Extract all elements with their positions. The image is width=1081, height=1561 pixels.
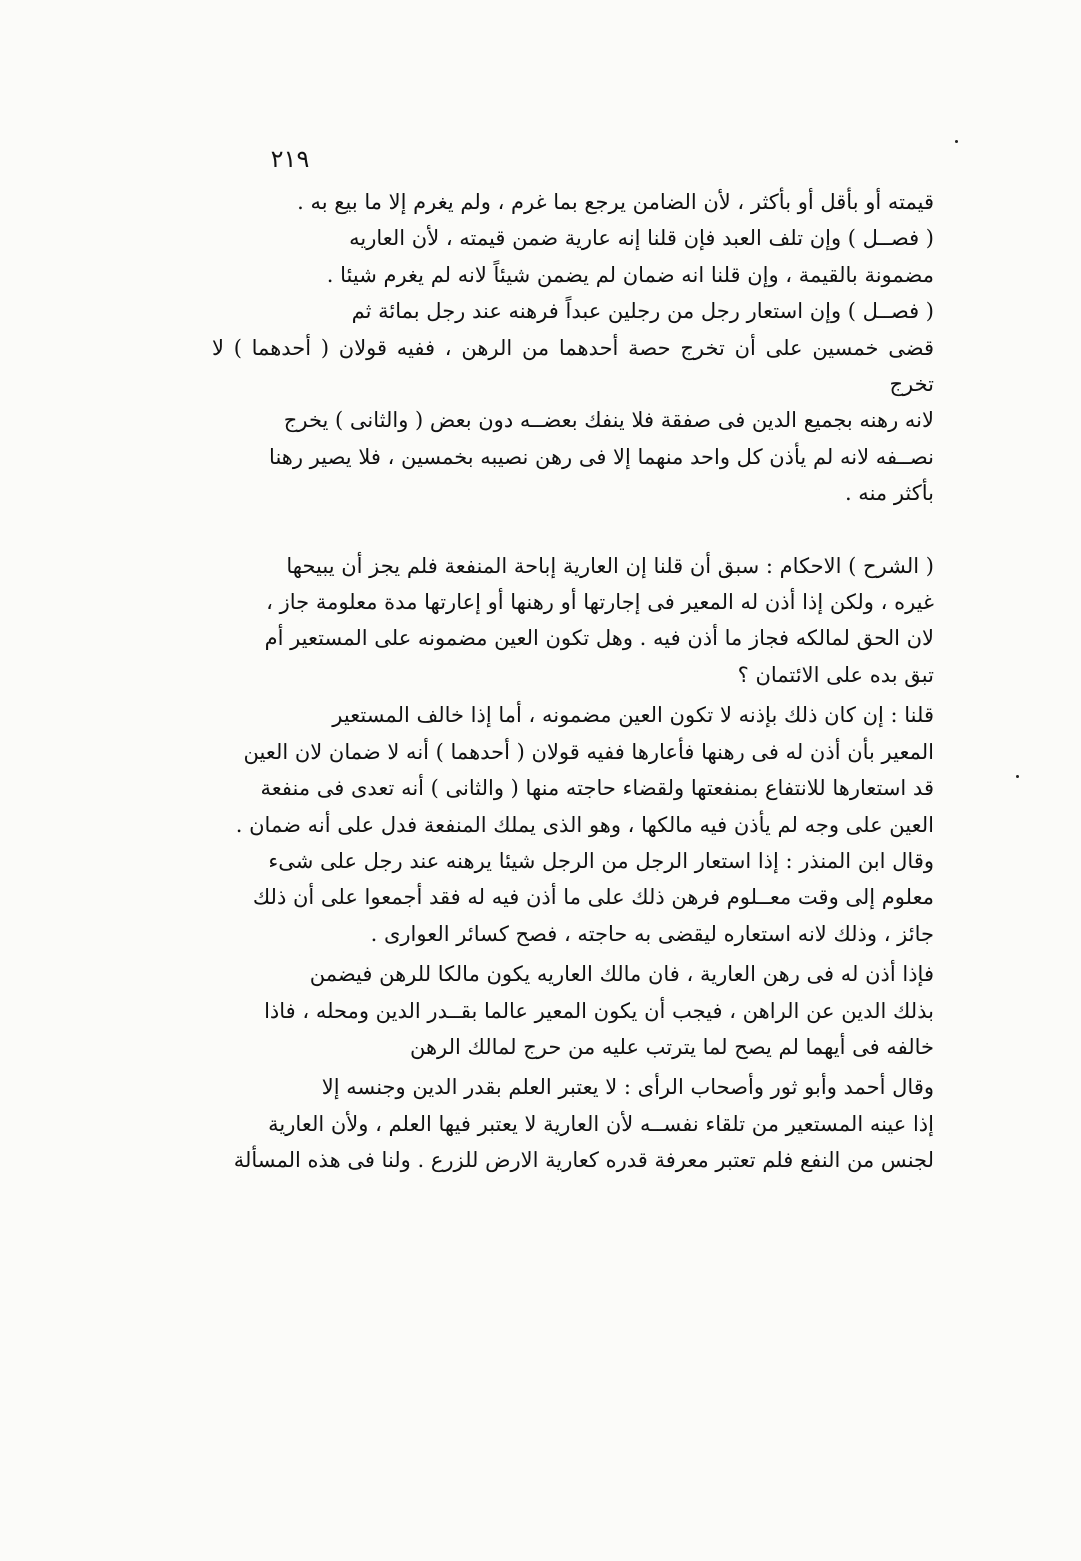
paragraph-fasl-2: ( فصــل ) وإن استعار رجل من رجلين عبداً فرهنه عند رجل بمائة ثم قضى خمسين على أن تخرج حصة أحدهما من الرهن ، ففيه قولان ( أحدهما ) لا تخرج لانه رهنه بجميع الدين فى صفقة فلا ينفك بعضــه دون بعض ( والثانى ) يخرج نصــفه لانه لم يأذن كل واحد منهما إلا فى رهن نصيبه بخمسين ، فلا يصير رهنا بأكثر منه . — [212, 299, 934, 506]
page-number: ٢١٩ — [270, 145, 310, 173]
paragraph-ibn-almundhir: وقال ابن المنذر : إذا استعار الرجل من الرجل شيئا يرهنه عند رجل على شىء معلوم إلى وقت معــلوم فرهن ذلك على ما أذن فيه له فقد أجمعوا على أن ذلك جائز ، وذلك لانه استعاره ليقضى به حاجته ، فصح كسائر العوارى . — [252, 848, 934, 946]
paragraph-qulna: قلنا : إن كان ذلك بإذنه لا تكون العين مضمونه ، أما إذا خالف المستعير المعير بأن أذن له فى رهنها فأعارها ففيه قولان ( أحدهما ) أنه لا ضمان لان العين قد استعارها للانتفاع بمنفعتها ولقضاء حاجته منها ( والثانى ) أنه تعدى فى منفعة العين على وجه لم يأذن فيه مالكها ، وهو الذى يملك المنفعة فدل على أنه ضمان . — [235, 703, 934, 837]
scan-speck — [955, 140, 958, 143]
section-gap — [212, 512, 934, 548]
paragraph-sharh: ( الشرح ) الاحكام : سبق أن قلنا إن العارية إباحة المنفعة فلم يجز أن يبيحها غيره ، ولكن إذا أذن له المعير فى إجارتها أو رهنها أو إعارتها مدة معلومة جاز ، لان الحق لمالكه فجاز ما أذن فيه . وهل تكون العين مضمونه على المستعير أم تبق بده على الائتمان ؟ — [264, 553, 934, 687]
paragraph-ahmad: وقال أحمد وأبو ثور وأصحاب الرأى : لا يعتبر العلم بقدر الدين وجنسه إلا إذا عينه المستعير من تلقاء نفســه لأن العارية لا يعتبر فيها العلم ، ولأن العارية لجنس من النفع فلم تعتبر معرفة قدره كعارية الارض للزرع . ولنا فى هذه المسألة — [233, 1075, 934, 1173]
paragraph-rahn-ariya: فإذا أذن له فى رهن العارية ، فان مالك العاريه يكون مالكا للرهن فيضمن بذلك الدين عن الراهن ، فيجب أن يكون المعير عالما بقــدر الدين ومحله ، فاذا خالفه فى أيهما لم يصح لما يترتب عليه من حرج لمالك الرهن — [264, 962, 934, 1059]
scan-speck — [1016, 775, 1019, 778]
paragraph-continuation: قيمته أو بأقل أو بأكثر ، لأن الضامن يرجع بما غرم ، ولم يغرم إلا ما بيع به . — [297, 190, 934, 214]
paragraph-fasl-1: ( فصــل ) وإن تلف العبد فإن قلنا إنه عارية ضمن قيمته ، لأن العاريه مضمونة بالقيمة ، وإن قلنا انه ضمان لم يضمن شيئاً لانه لم يغرم شيئا . — [326, 226, 934, 287]
page-body — [212, 184, 934, 1179]
